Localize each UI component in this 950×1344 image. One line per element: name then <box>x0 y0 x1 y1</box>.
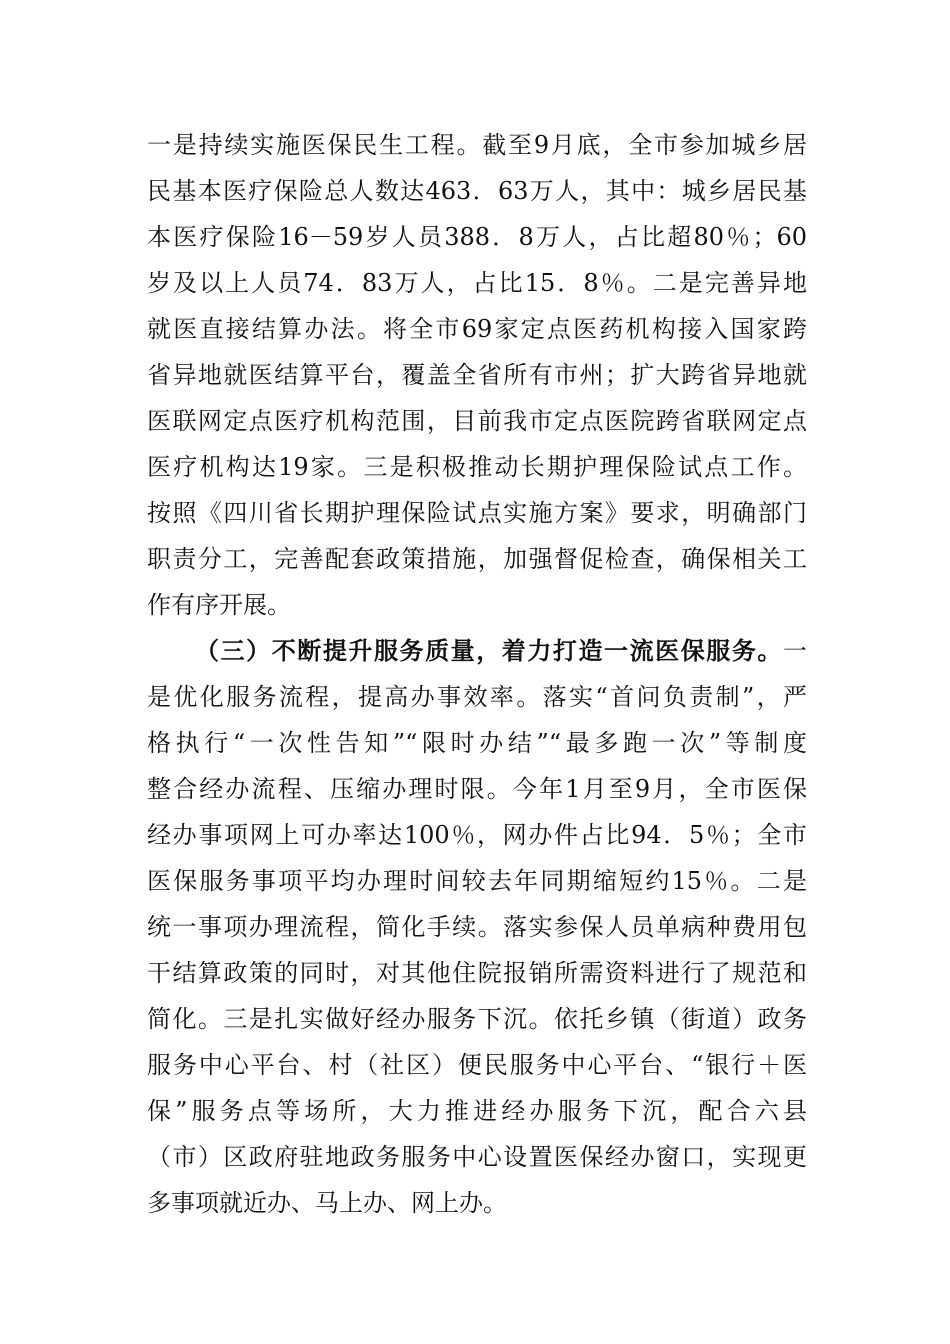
paragraph-line: 就医直接结算办法。将全市69家定点医药机构接入国家跨 <box>147 315 807 343</box>
paragraph-line: 是优化服务流程，提高办事效率。落实“首问负责制”，严 <box>147 683 807 711</box>
paragraph-line: 格执行“一次性告知”“限时办结”“最多跑一次”等制度 <box>147 729 807 757</box>
paragraph-line: 服务中心平台、村（社区）便民服务中心平台、“银行＋医 <box>147 1051 807 1079</box>
paragraph-line: 医保服务事项平均办理时间较去年同期缩短约15％。二是 <box>147 867 807 895</box>
paragraph-line: 一是持续实施医保民生工程。截至9月底，全市参加城乡居 <box>147 131 807 159</box>
paragraph-line: 按照《四川省长期护理保险试点实施方案》要求，明确部门 <box>147 499 807 527</box>
paragraph-line: 本医疗保险16－59岁人员388．8万人，占比超80％；60 <box>147 223 807 251</box>
paragraph-line: 简化。三是扎实做好经办服务下沉。依托乡镇（街道）政务 <box>147 1005 807 1033</box>
paragraph-line: 保”服务点等场所，大力推进经办服务下沉，配合六县 <box>147 1097 807 1125</box>
paragraph-line: 多事项就近办、马上办、网上办。 <box>147 1189 507 1217</box>
section-heading-line <box>195 633 807 669</box>
paragraph-line: 统一事项办理流程，简化手续。落实参保人员单病种费用包 <box>147 913 807 941</box>
paragraph-line: 医疗机构达19家。三是积极推动长期护理保险试点工作。 <box>147 453 807 481</box>
paragraph-line: 经办事项网上可办率达100％，网办件占比94．5％；全市 <box>147 821 807 849</box>
paragraph-line: 整合经办流程、压缩办理时限。今年1月至9月，全市医保 <box>147 775 807 803</box>
section-heading-continuation: 一 <box>783 637 807 665</box>
paragraph-line: 干结算政策的同时，对其他住院报销所需资料进行了规范和 <box>147 959 807 987</box>
paragraph-line: 省异地就医结算平台，覆盖全省所有市州；扩大跨省异地就 <box>147 361 807 389</box>
paragraph-line: 作有序开展。 <box>147 591 291 619</box>
paragraph-line: 医联网定点医疗机构范围，目前我市定点医院跨省联网定点 <box>147 407 807 435</box>
paragraph-line: （市）区政府驻地政务服务中心设置医保经办窗口，实现更 <box>147 1143 807 1171</box>
paragraph-line: 民基本医疗保险总人数达463．63万人，其中：城乡居民基 <box>147 177 807 205</box>
paragraph-line: 职责分工，完善配套政策措施，加强督促检查，确保相关工 <box>147 545 807 573</box>
paragraph-line: 岁及以上人员74．83万人，占比15．8％。二是完善异地 <box>147 269 807 297</box>
section-heading: （三）不断提升服务质量，着力打造一流医保服务。 <box>195 636 783 665</box>
